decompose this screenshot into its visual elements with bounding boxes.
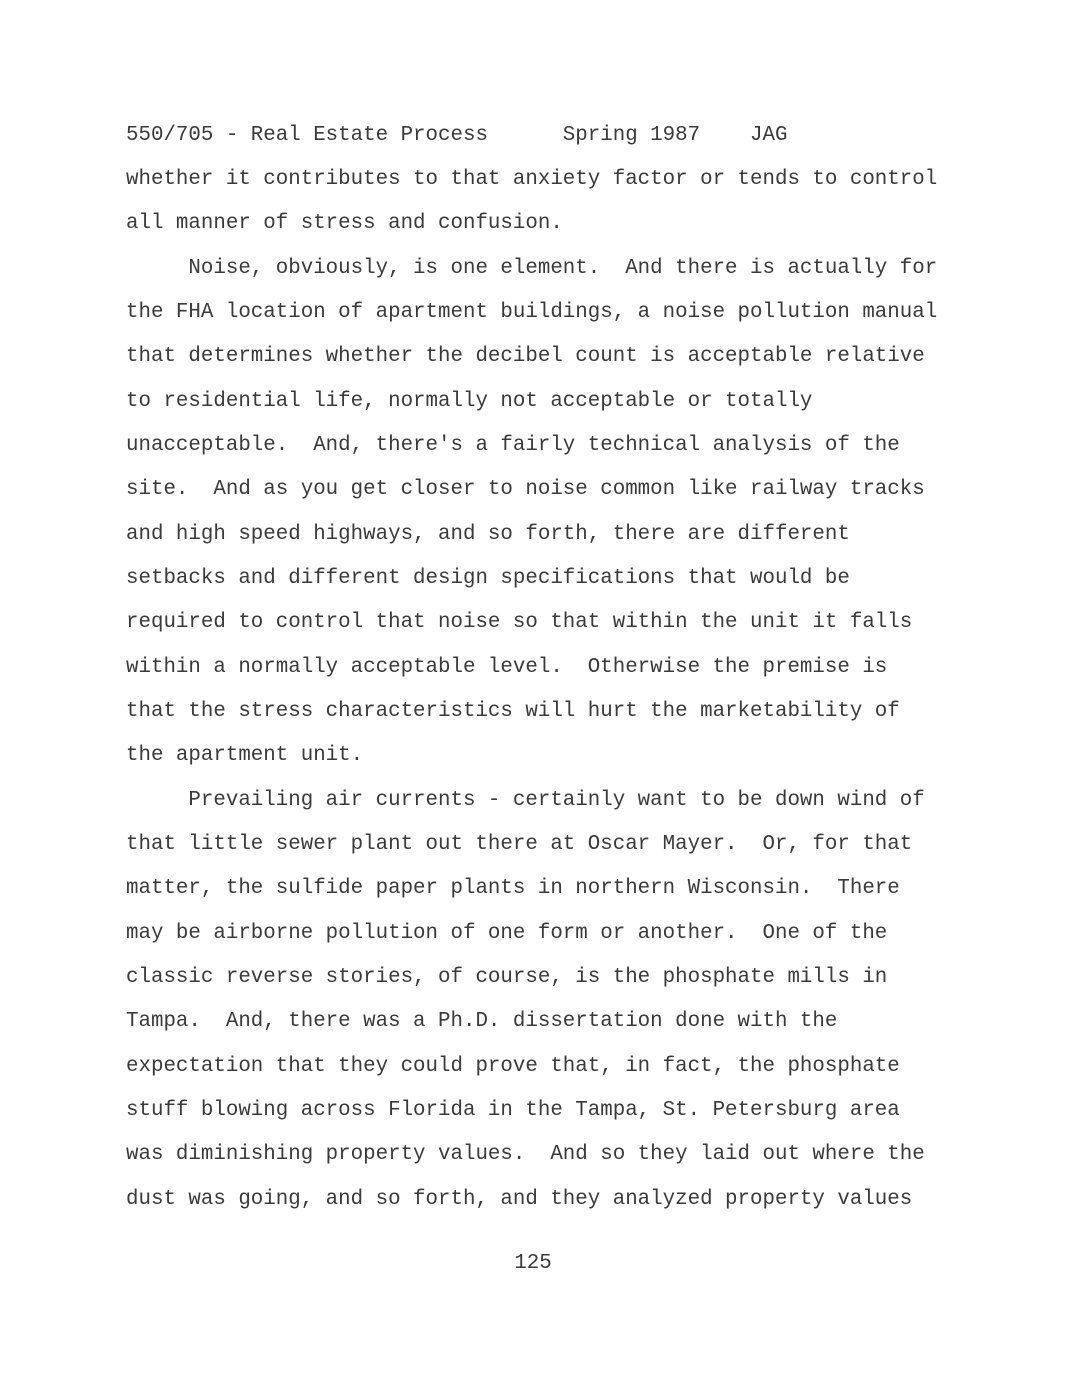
body-line: unacceptable. And, there's a fairly technical analysis of the: [126, 434, 900, 457]
body-line: Noise, obviously, is one element. And there is actually for: [126, 257, 938, 280]
body-line: required to control that noise so that within the unit it falls: [126, 611, 913, 634]
body-line: setbacks and different design specifications that would be: [126, 567, 850, 590]
body-line: Tampa. And, there was a Ph.D. dissertation done with the: [126, 1010, 838, 1033]
body-line: was diminishing property values. And so they laid out where the: [126, 1143, 925, 1166]
body-line: site. And as you get closer to noise common like railway tracks: [126, 478, 925, 501]
body-line: expectation that they could prove that, in fact, the phosphate: [126, 1055, 900, 1078]
body-line: that the stress characteristics will hurt the marketability of: [126, 700, 900, 723]
body-line: within a normally acceptable level. Otherwise the premise is: [126, 656, 888, 679]
body-line: Prevailing air currents - certainly want to be down wind of: [126, 789, 925, 812]
body-line: whether it contributes to that anxiety factor or tends to control: [126, 168, 938, 191]
body-line: that little sewer plant out there at Oscar Mayer. Or, for that: [126, 833, 913, 856]
body-line: stuff blowing across Florida in the Tampa, St. Petersburg area: [126, 1099, 900, 1122]
body-line: dust was going, and so forth, and they analyzed property values: [126, 1188, 913, 1211]
body-line: may be airborne pollution of one form or another. One of the: [126, 922, 888, 945]
body-line: the apartment unit.: [126, 744, 364, 767]
body-line: that determines whether the decibel count is acceptable relative: [126, 345, 925, 368]
body-line: all manner of stress and confusion.: [126, 212, 563, 235]
page-header: 550/705 - Real Estate Process Spring 1987 JAG: [126, 124, 788, 147]
page-number: 125: [514, 1252, 552, 1275]
body-line: matter, the sulfide paper plants in northern Wisconsin. There: [126, 877, 900, 900]
body-line: and high speed highways, and so forth, there are different: [126, 523, 850, 546]
body-line: to residential life, normally not acceptable or totally: [126, 390, 813, 413]
body-line: the FHA location of apartment buildings, a noise pollution manual: [126, 301, 938, 324]
body-line: classic reverse stories, of course, is the phosphate mills in: [126, 966, 888, 989]
